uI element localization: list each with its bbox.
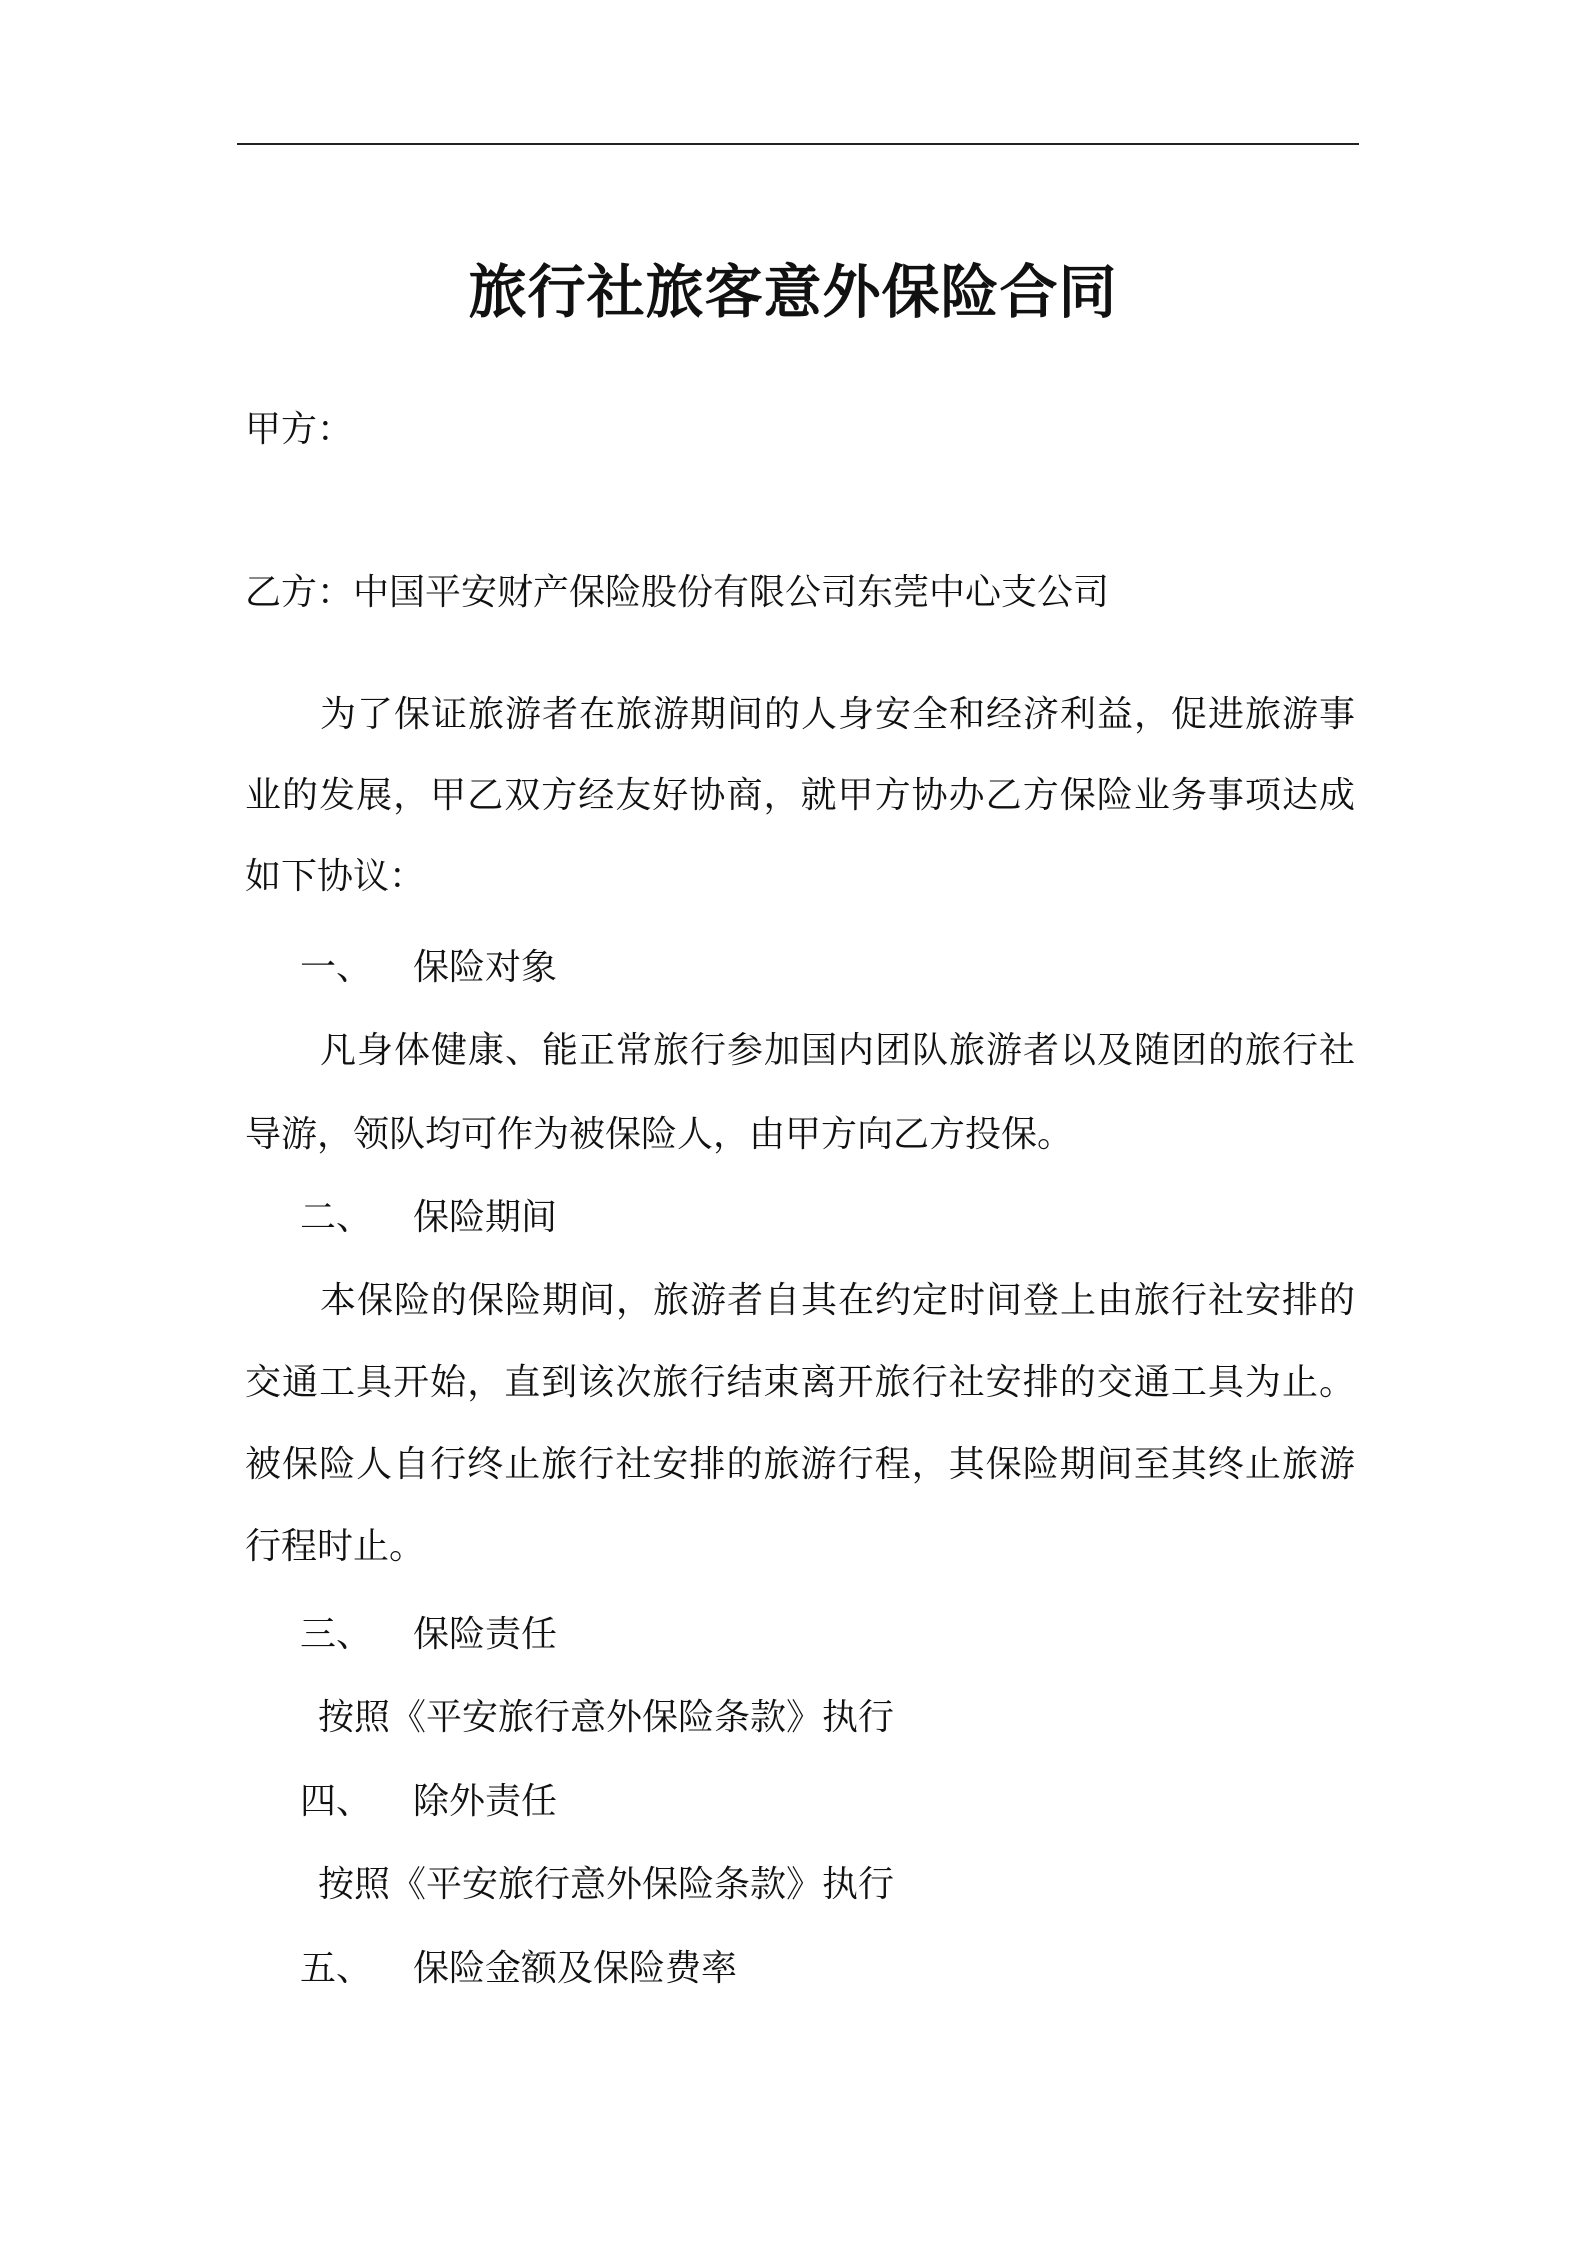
section-title: 保险对象	[413, 947, 558, 988]
intro-line: 为了保证旅游者在旅游期间的人身安全和经济利益，促进旅游事	[320, 694, 1355, 735]
section-body-line: 被保险人自行终止旅行社安排的旅游行程，其保险期间至其终止旅游	[245, 1444, 1355, 1485]
section-number: 二、	[300, 1197, 373, 1238]
section-number: 三、	[300, 1614, 373, 1655]
section-title: 保险期间	[413, 1197, 558, 1238]
section-title: 保险责任	[413, 1614, 558, 1655]
section-body-line: 导游，领队均可作为被保险人，由甲方向乙方投保。	[245, 1114, 1074, 1155]
intro-line: 如下协议：	[245, 856, 426, 897]
section-body-line: 凡身体健康、能正常旅行参加国内团队旅游者以及随团的旅行社	[320, 1030, 1355, 1071]
section-body-line: 按照《平安旅行意外保险条款》执行	[318, 1697, 895, 1738]
section-body-line: 行程时止。	[245, 1526, 426, 1567]
party-b-label: 乙方：中国平安财产保险股份有限公司东莞中心支公司	[245, 572, 1110, 613]
section-body-line: 按照《平安旅行意外保险条款》执行	[318, 1864, 895, 1905]
header-rule	[237, 143, 1359, 145]
section-body-line: 本保险的保险期间，旅游者自其在约定时间登上由旅行社安排的	[320, 1280, 1355, 1321]
section-number: 四、	[300, 1781, 373, 1822]
section-body-line: 交通工具开始，直到该次旅行结束离开旅行社安排的交通工具为止。	[245, 1362, 1355, 1403]
party-a-label: 甲方：	[245, 409, 354, 450]
section-number: 一、	[300, 947, 373, 988]
section-number: 五、	[300, 1948, 373, 1989]
section-title: 除外责任	[413, 1781, 558, 1822]
section-title: 保险金额及保险费率	[413, 1948, 738, 1989]
document-title: 旅行社旅客意外保险合同	[468, 258, 1118, 326]
intro-line: 业的发展，甲乙双方经友好协商，就甲方协办乙方保险业务事项达成	[245, 775, 1355, 816]
